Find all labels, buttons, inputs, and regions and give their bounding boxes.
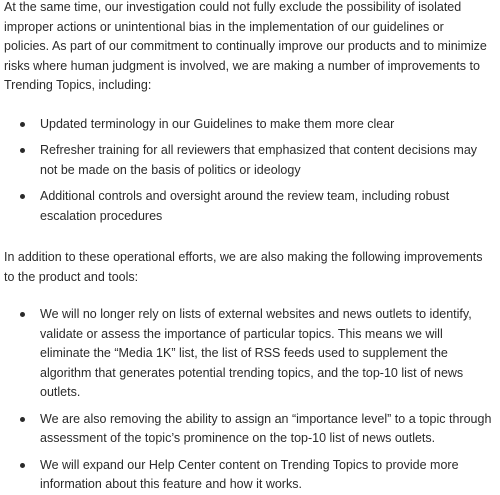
list-item-text: Refresher training for all reviewers that emphasized that content decisions may not be made on the basis of politics or ideology <box>40 143 478 177</box>
list-item <box>4 305 492 403</box>
list-item-text: We will expand our Help Center content on Trending Topics to provide more information about this feature and how it works. <box>40 457 459 491</box>
bullet-icon <box>20 463 25 468</box>
middle-paragraph: In addition to these operational efforts, we are also making the following improvements to the product and tools: <box>4 250 483 284</box>
list-item-text: Updated terminology in our Guidelines to make them more clear <box>40 116 395 131</box>
operational-improvements-list <box>4 115 492 227</box>
bullet-icon <box>20 122 25 127</box>
list-item <box>4 115 492 135</box>
list-item <box>4 187 492 226</box>
list-item-text: We will no longer rely on lists of external websites and news outlets to identify, validate or assess the importance of particular topics. This means we will eliminate the “Media 1K” list, the list of RSS feeds used to supplement the algorithm that generates potential trending topics, and the top-10 list of news outlets. <box>40 307 472 399</box>
product-improvements-list <box>4 305 492 495</box>
list-item-text: Additional controls and oversight around the review team, including robust escalation procedures <box>40 189 450 223</box>
bullet-icon <box>20 417 25 422</box>
list-item-text: We are also removing the ability to assign an “importance level” to a topic through assessment of the topic’s prominence on the top-10 list of news outlets. <box>40 411 492 445</box>
bullet-icon <box>20 194 25 199</box>
list-item <box>4 456 492 495</box>
bullet-icon <box>20 312 25 317</box>
intro-paragraph: At the same time, our investigation could not fully exclude the possibility of isolated improper actions or unintentional bias in the implementation of our guidelines or policies. As part of our commitment to continually improve our products and to minimize risks where human judgment is involved, we are making a number of improvements to Trending Topics, including: <box>4 0 487 92</box>
list-item <box>4 410 492 449</box>
bullet-icon <box>20 148 25 153</box>
list-item <box>4 141 492 180</box>
